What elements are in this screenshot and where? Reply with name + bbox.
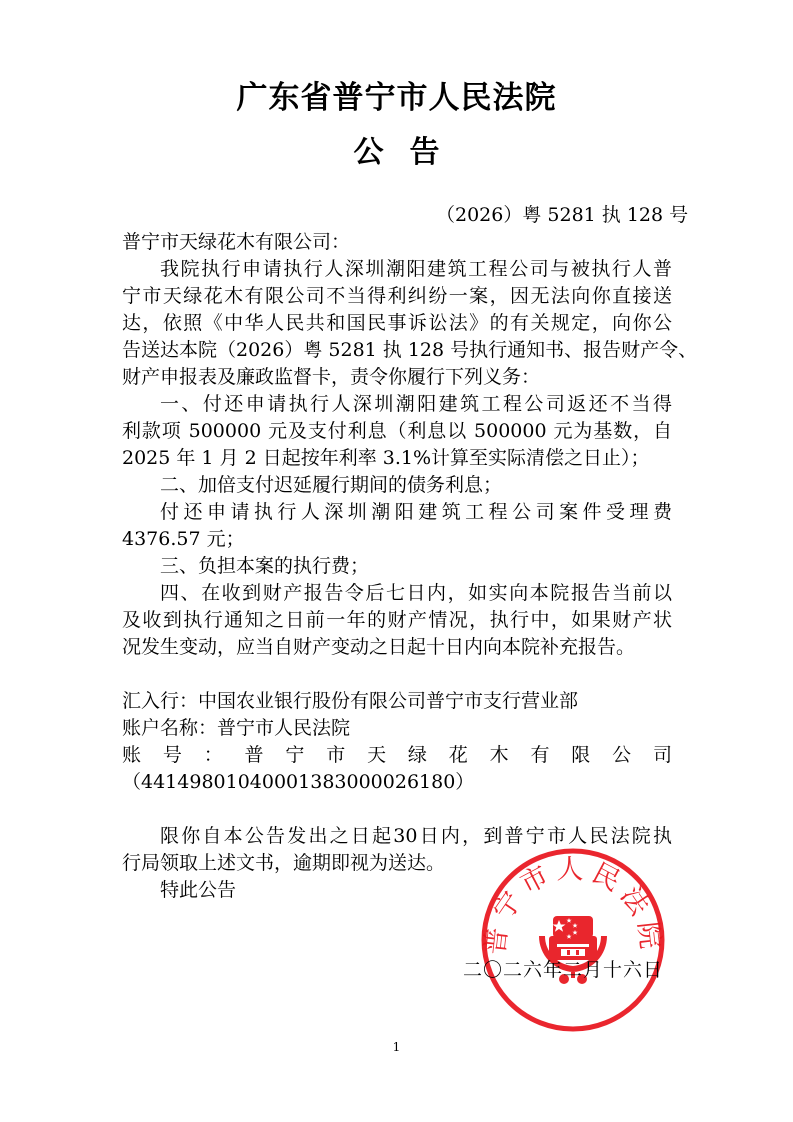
page-number: 1 <box>392 1040 401 1054</box>
body-line: 一、付还申请执行人深圳潮阳建筑工程公司返还不当得 <box>160 393 672 415</box>
closing-line: 特此公告 <box>160 879 237 901</box>
body-line: 况发生变动，应当自财产变动之日起十日内向本院补充报告。 <box>122 636 636 658</box>
body-line: 二、加倍支付迟延履行期间的债务利息； <box>160 474 503 496</box>
body-line: 告送达本院（2026）粤 5281 执 128 号执行通知书、报告财产令、 <box>122 339 698 361</box>
body-line: 三、负担本案的执行费； <box>160 555 370 577</box>
bank-name: 汇入行：中国农业银行股份有限公司普宁市支行营业部 <box>122 690 579 712</box>
document-type-heading: 公告 <box>353 135 466 170</box>
account-name: 账户名称：普宁市人民法院 <box>122 717 351 739</box>
body-line: 财产申报表及廉政监督卡，责令你履行下列义务： <box>122 366 541 388</box>
closing-line: 行局领取上述文书，逾期即视为送达。 <box>122 852 446 874</box>
body-line: 利款项 500000 元及支付利息（利息以 500000 元为基数，自 <box>122 420 672 442</box>
seal-text: 普宁市人民法院 <box>479 854 667 957</box>
body-line: 宁市天绿花木有限公司不当得利纠纷一案，因无法向你直接送 <box>122 285 672 307</box>
account-number: （44149801040001383000026180） <box>122 771 475 793</box>
account-number-label: 账 号 ： 普 宁 市 天 绿 花 木 有 限 公 司 <box>122 744 672 766</box>
body-line: 2025 年 1 月 2 日起按年利率 3.1%计算至实际清偿之日止）； <box>122 447 650 469</box>
court-seal-stamp <box>478 845 668 1035</box>
body-line: 我院执行申请执行人深圳潮阳建筑工程公司与被执行人普 <box>160 258 672 280</box>
case-number: （2026）粤 5281 执 128 号 <box>436 204 689 226</box>
court-name-heading: 广东省普宁市人民法院 <box>236 80 557 116</box>
body-line: 四、在收到财产报告令后七日内，如实向本院报告当前以 <box>160 582 672 604</box>
body-line: 及收到执行通知之日前一年的财产情况，执行中，如果财产状 <box>122 609 672 631</box>
body-line: 4376.57 元； <box>122 528 245 550</box>
body-line: 付还申请执行人深圳潮阳建筑工程公司案件受理费 <box>160 501 672 523</box>
closing-line: 限你自本公告发出之日起30日内，到普宁市人民法院执 <box>160 825 672 847</box>
body-line: 达，依照《中华人民共和国民事诉讼法》的有关规定，向你公 <box>122 312 672 334</box>
issue-date: 二〇二六年二月十六日 <box>463 959 664 981</box>
addressee: 普宁市天绿花木有限公司： <box>122 231 351 253</box>
